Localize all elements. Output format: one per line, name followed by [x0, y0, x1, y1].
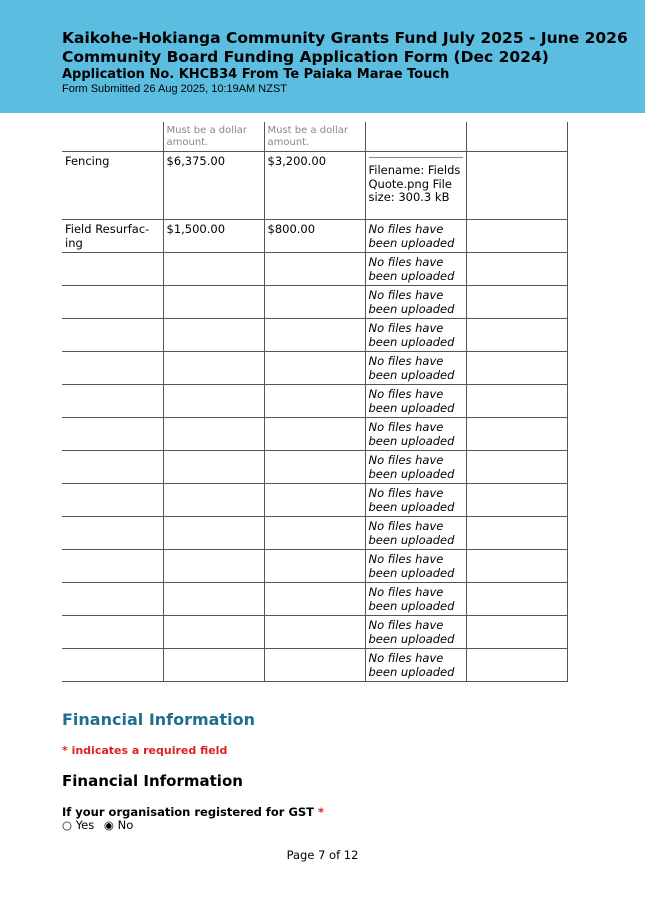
- item-name-cell: [62, 451, 163, 484]
- attachment-cell: No files have been uploaded: [365, 319, 466, 352]
- gst-question-label: If your organisation registered for GST: [62, 805, 315, 819]
- table-cell: [466, 616, 567, 649]
- financial-section-title: Financial Information: [62, 710, 255, 729]
- table-cell: [365, 122, 466, 152]
- table-cell: [466, 451, 567, 484]
- table-row: [62, 253, 567, 286]
- item-name-cell: [62, 352, 163, 385]
- table-cell: [466, 484, 567, 517]
- table-row: [62, 418, 567, 451]
- amount-requested-cell: [264, 451, 365, 484]
- table-cell: [466, 122, 567, 152]
- amount-requested-cell: [264, 517, 365, 550]
- attachment-cell: No files have been uploaded: [365, 550, 466, 583]
- attachment-cell: No files have been uploaded: [365, 583, 466, 616]
- item-name-cell: [62, 649, 163, 682]
- table-row: [62, 451, 567, 484]
- table-row: [62, 319, 567, 352]
- table-row: [62, 152, 567, 220]
- table-row: [62, 352, 567, 385]
- amount-requested-cell: $3,200.00: [264, 152, 365, 220]
- table-cell: [466, 220, 567, 253]
- gst-option-no[interactable]: ◉ No: [103, 818, 134, 832]
- item-cost-cell: [163, 418, 264, 451]
- table-cell: [466, 286, 567, 319]
- item-name-cell: [62, 418, 163, 451]
- item-cost-cell: [163, 352, 264, 385]
- table-row: [62, 550, 567, 583]
- item-cost-cell: [163, 649, 264, 682]
- item-cost-cell: [163, 319, 264, 352]
- attachment-cell: No files have been uploaded: [365, 451, 466, 484]
- table-row: [62, 583, 567, 616]
- amount-requested-cell: [264, 616, 365, 649]
- attachment-filename: Filename: Fields Quote.png File size: 300.3 kB: [369, 157, 463, 205]
- attachment-cell: No files have been uploaded: [365, 616, 466, 649]
- cost-hint: Must be a dollar amount.: [163, 122, 264, 152]
- table-cell: [466, 385, 567, 418]
- table-cell: [466, 583, 567, 616]
- table-row: [62, 286, 567, 319]
- item-cost-cell: [163, 616, 264, 649]
- gst-question: [62, 805, 324, 819]
- submitted-timestamp: Form Submitted 26 Aug 2025, 10:19AM NZST: [62, 83, 288, 95]
- item-name-cell: [62, 286, 163, 319]
- attachment-cell: No files have been uploaded: [365, 253, 466, 286]
- table-cell: [466, 352, 567, 385]
- item-cost-cell: [163, 484, 264, 517]
- table-row: [62, 616, 567, 649]
- table-cell: [466, 319, 567, 352]
- table-cell: [466, 152, 567, 220]
- amount-requested-cell: [264, 352, 365, 385]
- item-name-cell: [62, 550, 163, 583]
- attachment-cell: No files have been uploaded: [365, 220, 466, 253]
- table-cell: [466, 517, 567, 550]
- table-hint-row: [62, 122, 567, 152]
- amount-requested-cell: [264, 583, 365, 616]
- attachment-cell: No files have been uploaded: [365, 352, 466, 385]
- requested-hint: Must be a dollar amount.: [264, 122, 365, 152]
- item-cost-cell: $1,500.00: [163, 220, 264, 253]
- item-name-cell: Field Resurfac-ing: [62, 220, 163, 253]
- table-cell: [466, 418, 567, 451]
- amount-requested-cell: [264, 319, 365, 352]
- attachment-cell: [365, 152, 466, 220]
- form-title-line2: Community Board Funding Application Form (Dec 2024): [62, 48, 549, 66]
- form-title-line1: Kaikohe-Hokianga Community Grants Fund July 2025 - June 2026: [62, 29, 628, 47]
- table-cell: [466, 253, 567, 286]
- amount-requested-cell: [264, 484, 365, 517]
- table-row: [62, 385, 567, 418]
- item-name-cell: [62, 517, 163, 550]
- financial-subsection-title: Financial Information: [62, 772, 243, 790]
- item-name-cell: [62, 616, 163, 649]
- gst-options: [62, 818, 139, 832]
- amount-requested-cell: [264, 550, 365, 583]
- item-name-cell: [62, 484, 163, 517]
- item-name-cell: [62, 583, 163, 616]
- attachment-cell: No files have been uploaded: [365, 418, 466, 451]
- table-cell: [466, 550, 567, 583]
- item-cost-cell: $6,375.00: [163, 152, 264, 220]
- application-number: Application No. KHCB34 From Te Paiaka Marae Touch: [62, 67, 450, 82]
- amount-requested-cell: [264, 286, 365, 319]
- form-header: [0, 0, 645, 113]
- item-name-cell: Fencing: [62, 152, 163, 220]
- item-cost-cell: [163, 253, 264, 286]
- attachment-cell: No files have been uploaded: [365, 484, 466, 517]
- table-row: [62, 517, 567, 550]
- budget-items-table: [62, 122, 568, 682]
- item-cost-cell: [163, 451, 264, 484]
- required-star: *: [318, 805, 325, 819]
- gst-option-yes[interactable]: ○ Yes: [62, 818, 95, 832]
- item-cost-cell: [163, 385, 264, 418]
- page-number: Page 7 of 12: [286, 848, 359, 862]
- table-row: [62, 649, 567, 682]
- item-name-cell: [62, 319, 163, 352]
- amount-requested-cell: [264, 649, 365, 682]
- item-name-cell: [62, 385, 163, 418]
- table-cell: [466, 649, 567, 682]
- amount-requested-cell: [264, 253, 365, 286]
- item-cost-cell: [163, 286, 264, 319]
- item-cost-cell: [163, 517, 264, 550]
- amount-requested-cell: [264, 385, 365, 418]
- table-cell: [62, 122, 163, 152]
- table-row: [62, 220, 567, 253]
- item-name-cell: [62, 253, 163, 286]
- attachment-cell: No files have been uploaded: [365, 286, 466, 319]
- amount-requested-cell: [264, 418, 365, 451]
- required-field-note: * indicates a required field: [62, 744, 228, 757]
- item-cost-cell: [163, 550, 264, 583]
- attachment-cell: No files have been uploaded: [365, 649, 466, 682]
- table-row: [62, 484, 567, 517]
- amount-requested-cell: $800.00: [264, 220, 365, 253]
- attachment-cell: No files have been uploaded: [365, 385, 466, 418]
- item-cost-cell: [163, 583, 264, 616]
- attachment-cell: No files have been uploaded: [365, 517, 466, 550]
